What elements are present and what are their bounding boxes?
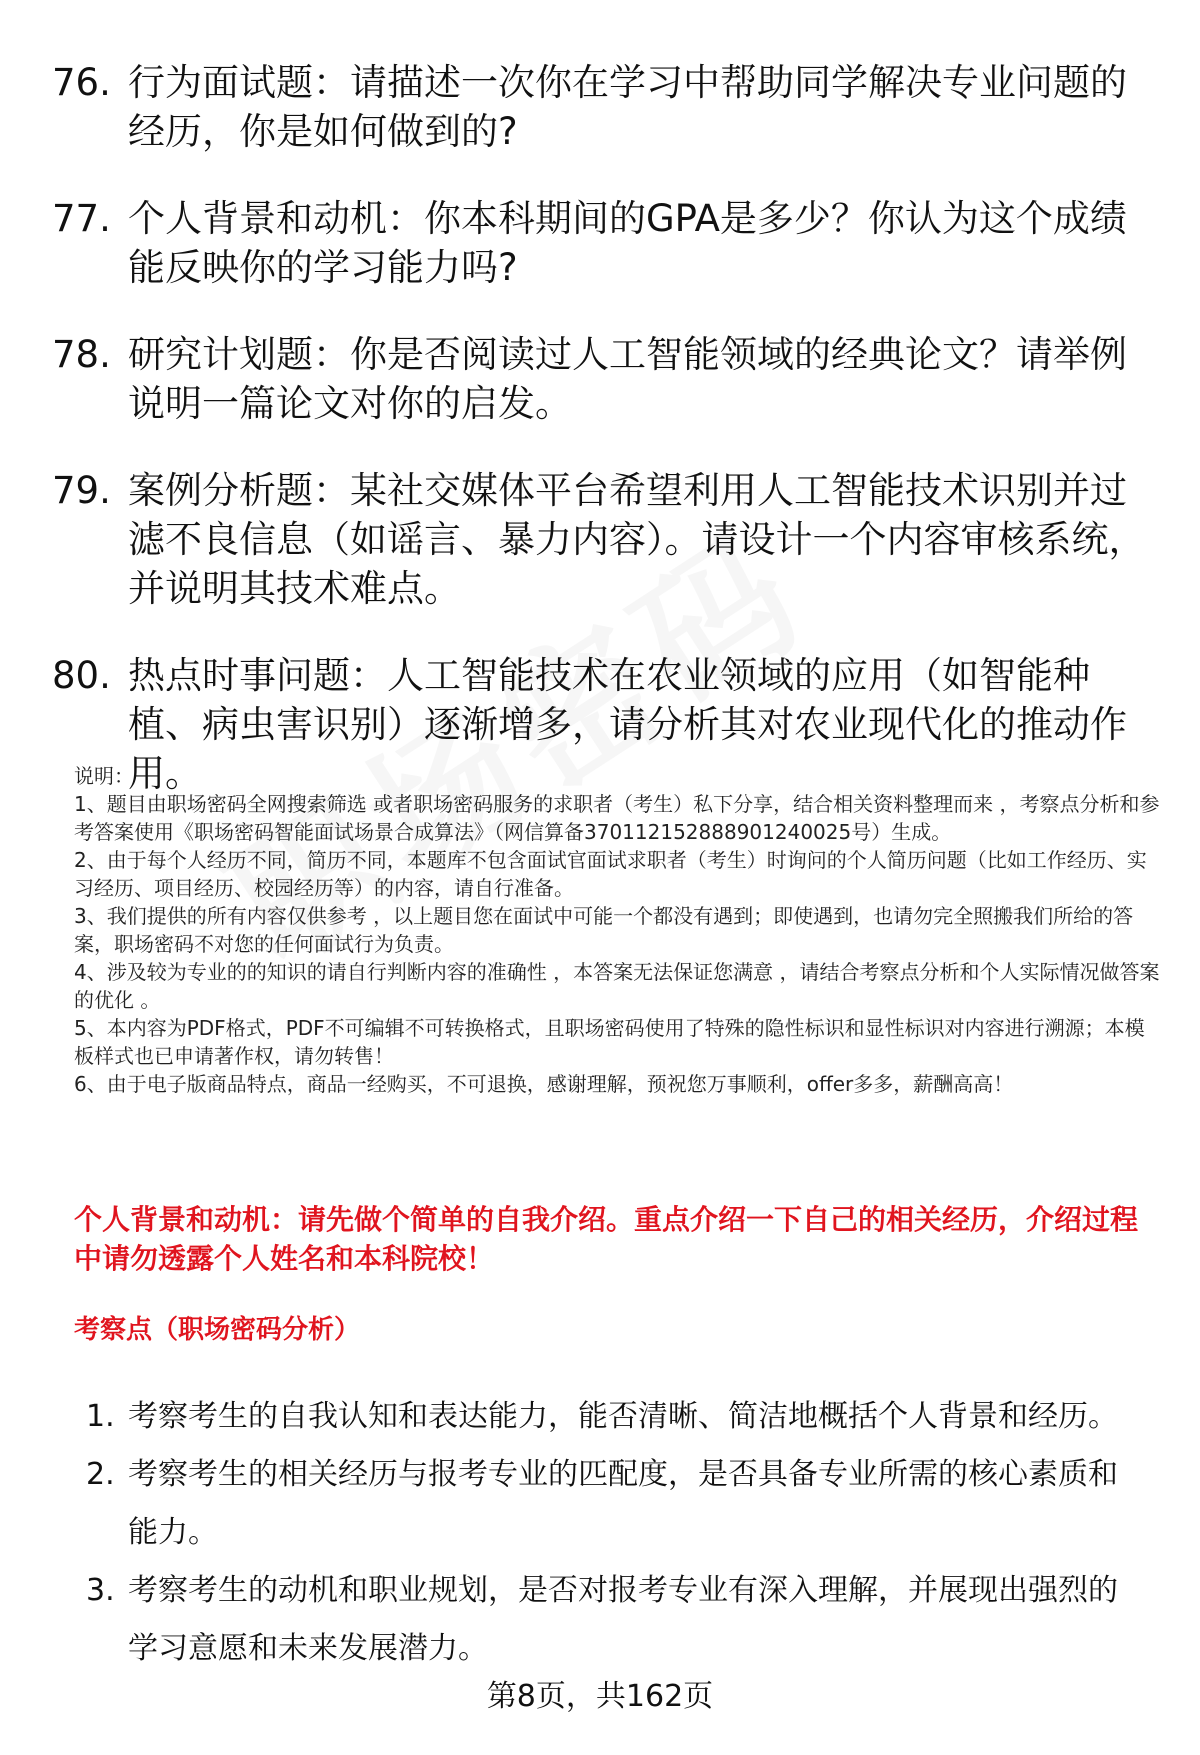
note-item: 1、题目由职场密码全网搜索筛选 或者职场密码服务的求职者（考生）私下分享，结合相关资料整理而来 ，考察点分析和参考答案使用《职场密码智能面试场景合成算法》（网信算备370112152888901240025号）生成。 [74, 792, 1160, 844]
question-headline: 个人背景和动机：请先做个简单的自我介绍。重点介绍一下自己的相关经历，介绍过程中请勿透露个人姓名和本科院校！ [74, 1203, 1139, 1275]
point-number: 1. [86, 1399, 115, 1434]
question-item [52, 466, 1152, 613]
page-footer: 第8页，共162页 [486, 1679, 714, 1714]
question-text: 个人背景和动机：你本科期间的GPA是多少？你认为这个成绩能反映你的学习能力吗? [128, 197, 1127, 289]
question-text: 案例分析题：某社交媒体平台希望利用人工智能技术识别并过滤不良信息（如谣言、暴力内容）。请设计一个内容审核系统，并说明其技术难点。 [128, 469, 1146, 610]
question-number: 79. [52, 469, 111, 512]
notes-title: 说明： [74, 764, 134, 788]
point-text: 考察考生的自我认知和表达能力，能否清晰、简洁地概括个人背景和经历。 [128, 1399, 1118, 1434]
analysis-point-list [86, 1388, 1146, 1678]
disclaimer-notes [74, 762, 1160, 1098]
question-number: 80. [52, 654, 111, 697]
analysis-point [86, 1446, 1146, 1562]
note-item: 5、本内容为PDF格式，PDF不可编辑不可转换格式，且职场密码使用了特殊的隐性标识和显性标识对内容进行溯源；本模板样式也已申请著作权，请勿转售！ [74, 1016, 1145, 1068]
question-number: 76. [52, 61, 111, 104]
analysis-point [86, 1388, 1146, 1446]
question-item [52, 58, 1152, 156]
question-text: 研究计划题：你是否阅读过人工智能领域的经典论文？请举例说明一篇论文对你的启发。 [128, 333, 1127, 425]
note-item: 2、由于每个人经历不同，简历不同，本题库不包含面试官面试求职者（考生）时询问的个人简历问题（比如工作经历、实习经历、项目经历、校园经历等）的内容，请自行准备。 [74, 848, 1147, 900]
note-item: 3、我们提供的所有内容仅供参考 ，以上题目您在面试中可能一个都没有遇到；即使遇到，也请勿完全照搬我们所给的答案，职场密码不对您的任何面试行为负责。 [74, 904, 1134, 956]
point-number: 2. [86, 1457, 115, 1492]
point-text: 考察考生的相关经历与报考专业的匹配度，是否具备专业所需的核心素质和能力。 [128, 1457, 1118, 1550]
analysis-subheading: 考察点（职场密码分析） [74, 1315, 361, 1345]
question-item [52, 194, 1152, 292]
note-item: 4、涉及较为专业的的知识的请自行判断内容的准确性 ，本答案无法保证您满意 ，请结合考察点分析和个人实际情况做答案的优化 。 [74, 960, 1160, 1012]
question-text: 热点时事问题：人工智能技术在农业领域的应用（如智能种植、病虫害识别）逐渐增多，请分析其对农业现代化的推动作用。 [128, 654, 1127, 795]
point-text: 考察考生的动机和职业规划，是否对报考专业有深入理解，并展现出强烈的学习意愿和未来发展潜力。 [128, 1573, 1118, 1666]
question-text: 行为面试题：请描述一次你在学习中帮助同学解决专业问题的经历，你是如何做到的? [128, 61, 1127, 153]
question-item [52, 330, 1152, 428]
question-number: 77. [52, 197, 111, 240]
question-list [52, 58, 1152, 836]
question-number: 78. [52, 333, 111, 376]
analysis-point [86, 1562, 1146, 1678]
note-item: 6、由于电子版商品特点，商品一经购买，不可退换，感谢理解，预祝您万事顺利，offer多多，薪酬高高！ [74, 1072, 1014, 1096]
point-number: 3. [86, 1573, 115, 1608]
